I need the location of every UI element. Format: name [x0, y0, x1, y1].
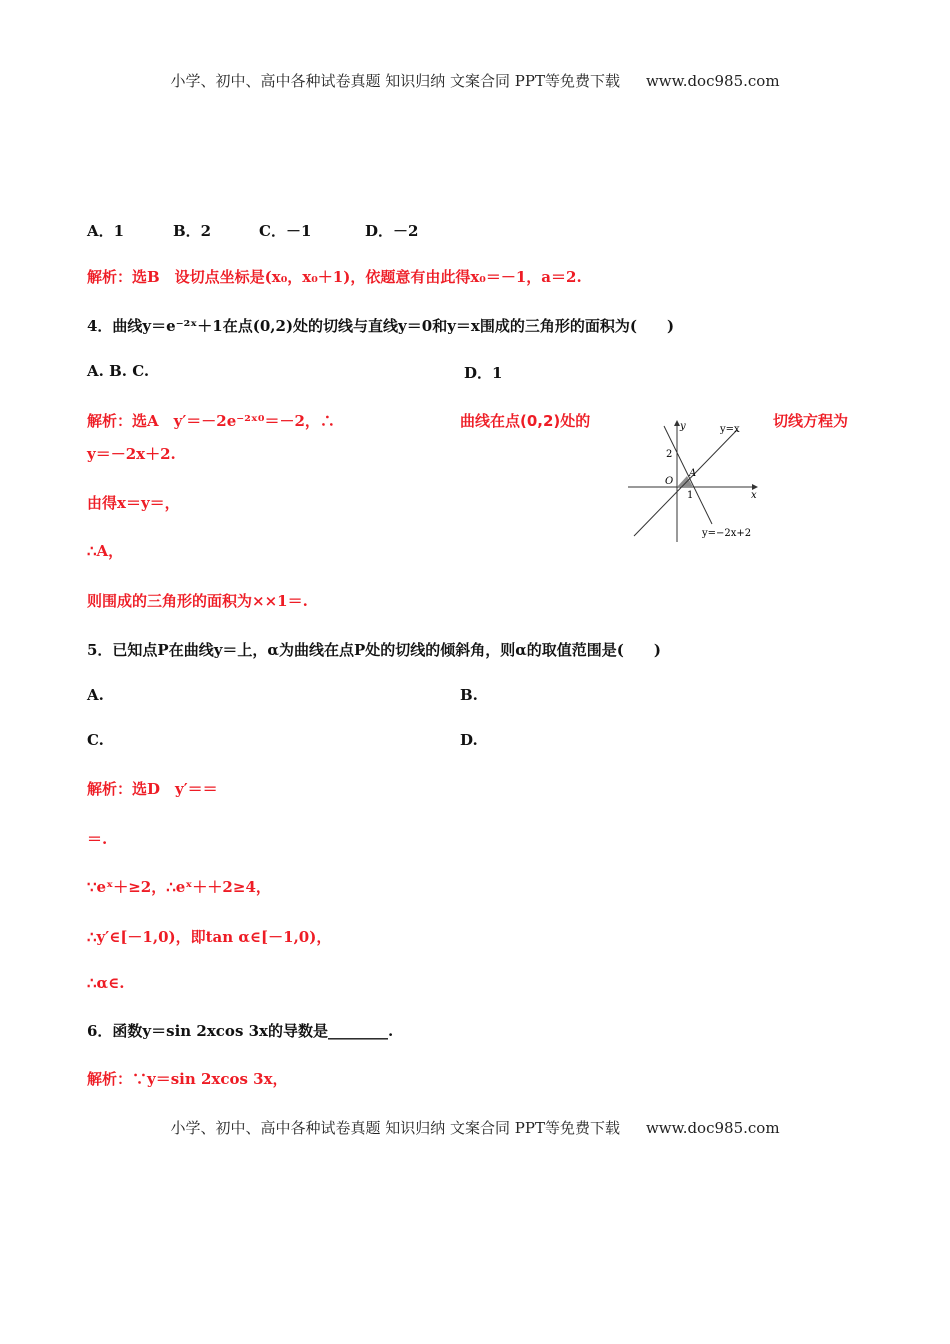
q4-solution-1: 解析：选A y′＝－2e⁻²ˣ⁰＝－2，∴: [87, 412, 335, 430]
q4-solution-5: 则围成的三角形的面积为××1＝.: [87, 592, 308, 610]
q3-option-c: C．－1: [259, 222, 312, 240]
line-tangent: [664, 426, 712, 524]
q5-solution-4: ∴y′∈[－1,0)，即tan α∈[－1,0)，: [87, 928, 332, 946]
q3-options: [87, 220, 418, 241]
footer-site: www.doc985.com: [645, 1119, 780, 1137]
q4-option-d: D．1: [464, 364, 503, 382]
q6-solution: 解析：∵y＝sin 2xcos 3x，: [87, 1070, 288, 1088]
line-y-equals-x: [634, 430, 737, 536]
q5-solution-3: ∵eˣ＋≥2，∴eˣ＋＋2≥4，: [87, 878, 271, 896]
q5-solution-5: ∴α∈.: [87, 974, 125, 992]
label-a: A: [689, 468, 697, 479]
q3-solution: 解析：选B 设切点坐标是(x₀，x₀＋1)，依题意有由此得x₀＝－1，a＝2.: [87, 268, 582, 286]
q5-option-a: A.: [87, 686, 104, 704]
q4-stem: 4．曲线y＝e⁻²ˣ＋1在点(0,2)处的切线与直线y＝0和y＝x围成的三角形的面积为( ): [87, 317, 675, 335]
q5-option-b: B.: [460, 686, 478, 704]
label-y: y: [680, 421, 686, 432]
header-site: www.doc985.com: [645, 72, 780, 90]
q3-option-d: D．－2: [365, 222, 419, 240]
q4-solution-3: 由得x＝y＝，: [87, 494, 180, 512]
q3-option-b: B．2: [173, 222, 212, 240]
footer-text: 小学、初中、高中各种试卷真题 知识归纳 文案合同 PPT等免费下载: [170, 1119, 620, 1137]
q4-options-abc: A. B. C.: [87, 362, 150, 380]
q3-option-a: A．1: [87, 222, 125, 240]
tangent-figure: [624, 418, 764, 546]
q5-option-d: D.: [460, 731, 478, 749]
q5-solution-1: 解析：选D y′＝＝: [87, 780, 218, 798]
q4-solution-1-far: 切线方程为: [773, 412, 849, 430]
q4-solution-2: y＝－2x＋2.: [87, 445, 176, 463]
q4-solution-1-right: 曲线在点(0,2)处的: [460, 412, 591, 430]
label-origin: O: [665, 476, 674, 487]
q5-solution-2: ＝.: [87, 830, 108, 848]
label-tangent-line: y=−2x+2: [702, 528, 752, 539]
q5-option-c: C.: [87, 731, 104, 749]
q6-stem: 6．函数y＝sin 2xcos 3x的导数是________.: [87, 1022, 394, 1040]
q4-solution-4: ∴A，: [87, 542, 124, 560]
label-2: 2: [666, 449, 673, 460]
label-1: 1: [687, 490, 694, 501]
q5-stem: 5．已知点P在曲线y＝上，α为曲线在点P处的切线的倾斜角，则α的取值范围是( ): [87, 641, 661, 659]
label-x: x: [751, 490, 757, 501]
page-footer: [0, 1117, 950, 1138]
page-header: [0, 70, 950, 91]
label-y-equals-x: y=x: [720, 424, 740, 435]
header-text: 小学、初中、高中各种试卷真题 知识归纳 文案合同 PPT等免费下载: [170, 72, 620, 90]
